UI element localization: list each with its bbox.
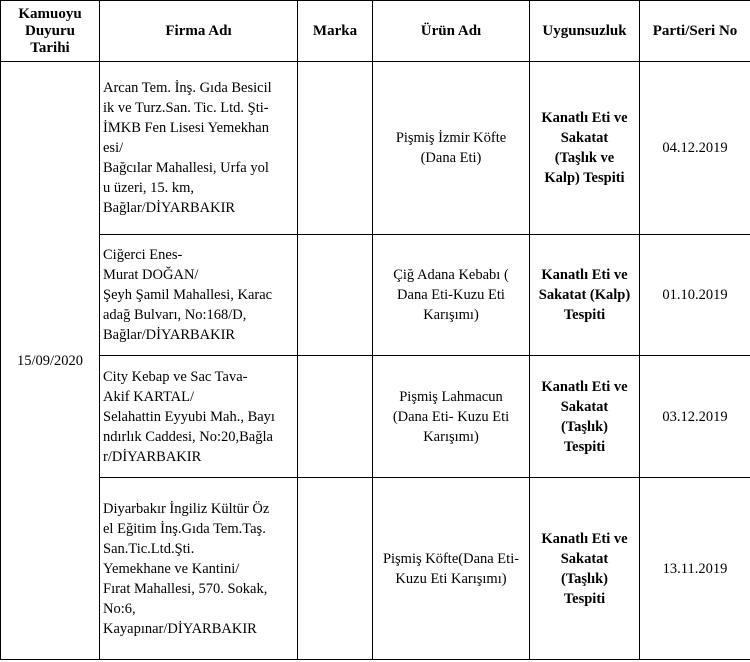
brand-cell: [298, 478, 373, 660]
nonconformity-cell: Kanatlı Eti ve Sakatat (Taşlık) Tespiti: [530, 478, 640, 660]
batch-cell: 01.10.2019: [640, 235, 750, 356]
header-nonconformity: Uygunsuzluk: [530, 1, 640, 62]
announcement-date-cell: 15/09/2020: [1, 62, 100, 660]
header-announcement-date: Kamuoyu Duyuru Tarihi: [1, 1, 100, 62]
brand-cell: [298, 62, 373, 235]
product-cell: Pişmiş Köfte(Dana Eti- Kuzu Eti Karışımı): [373, 478, 530, 660]
table-row: [1, 478, 750, 660]
header-brand: Marka: [298, 1, 373, 62]
batch-cell: 13.11.2019: [640, 478, 750, 660]
company-cell: Arcan Tem. İnş. Gıda Besicil ik ve Turz.San. Tic. Ltd. Şti- İMKB Fen Lisesi Yemekhan esi/ Bağcılar Mahallesi, Urfa yol u üzeri, 15. km, Bağlar/DİYARBAKIR: [100, 62, 298, 235]
brand-cell: [298, 235, 373, 356]
nonconformity-cell: Kanatlı Eti ve Sakatat (Kalp) Tespiti: [530, 235, 640, 356]
brand-cell: [298, 356, 373, 478]
header-batch-number: Parti/Seri No: [640, 1, 750, 62]
table-row: [1, 235, 750, 356]
product-cell: Pişmiş Lahmacun (Dana Eti- Kuzu Eti Karışımı): [373, 356, 530, 478]
company-cell: Diyarbakır İngiliz Kültür Öz el Eğitim İnş.Gıda Tem.Taş. San.Tic.Ltd.Şti. Yemekhane ve Kantini/ Fırat Mahallesi, 570. Sokak, No:6, Kayapınar/DİYARBAKIR: [100, 478, 298, 660]
table-row: [1, 356, 750, 478]
table-row: [1, 62, 750, 235]
company-cell: City Kebap ve Sac Tava- Akif KARTAL/ Selahattin Eyyubi Mah., Bayı ndırlık Caddesi, No:20,Bağla r/DİYARBAKIR: [100, 356, 298, 478]
batch-cell: 04.12.2019: [640, 62, 750, 235]
header-product-name: Ürün Adı: [373, 1, 530, 62]
product-cell: Pişmiş İzmir Köfte (Dana Eti): [373, 62, 530, 235]
header-row: [1, 1, 750, 62]
header-company-name: Firma Adı: [100, 1, 298, 62]
nonconformity-cell: Kanatlı Eti ve Sakatat (Taşlık ve Kalp) Tespiti: [530, 62, 640, 235]
product-cell: Çiğ Adana Kebabı ( Dana Eti-Kuzu Eti Karışımı): [373, 235, 530, 356]
nonconformity-cell: Kanatlı Eti ve Sakatat (Taşlık) Tespiti: [530, 356, 640, 478]
batch-cell: 03.12.2019: [640, 356, 750, 478]
company-cell: Ciğerci Enes- Murat DOĞAN/ Şeyh Şamil Mahallesi, Karac adağ Bulvarı, No:168/D, Bağlar/DİYARBAKIR: [100, 235, 298, 356]
